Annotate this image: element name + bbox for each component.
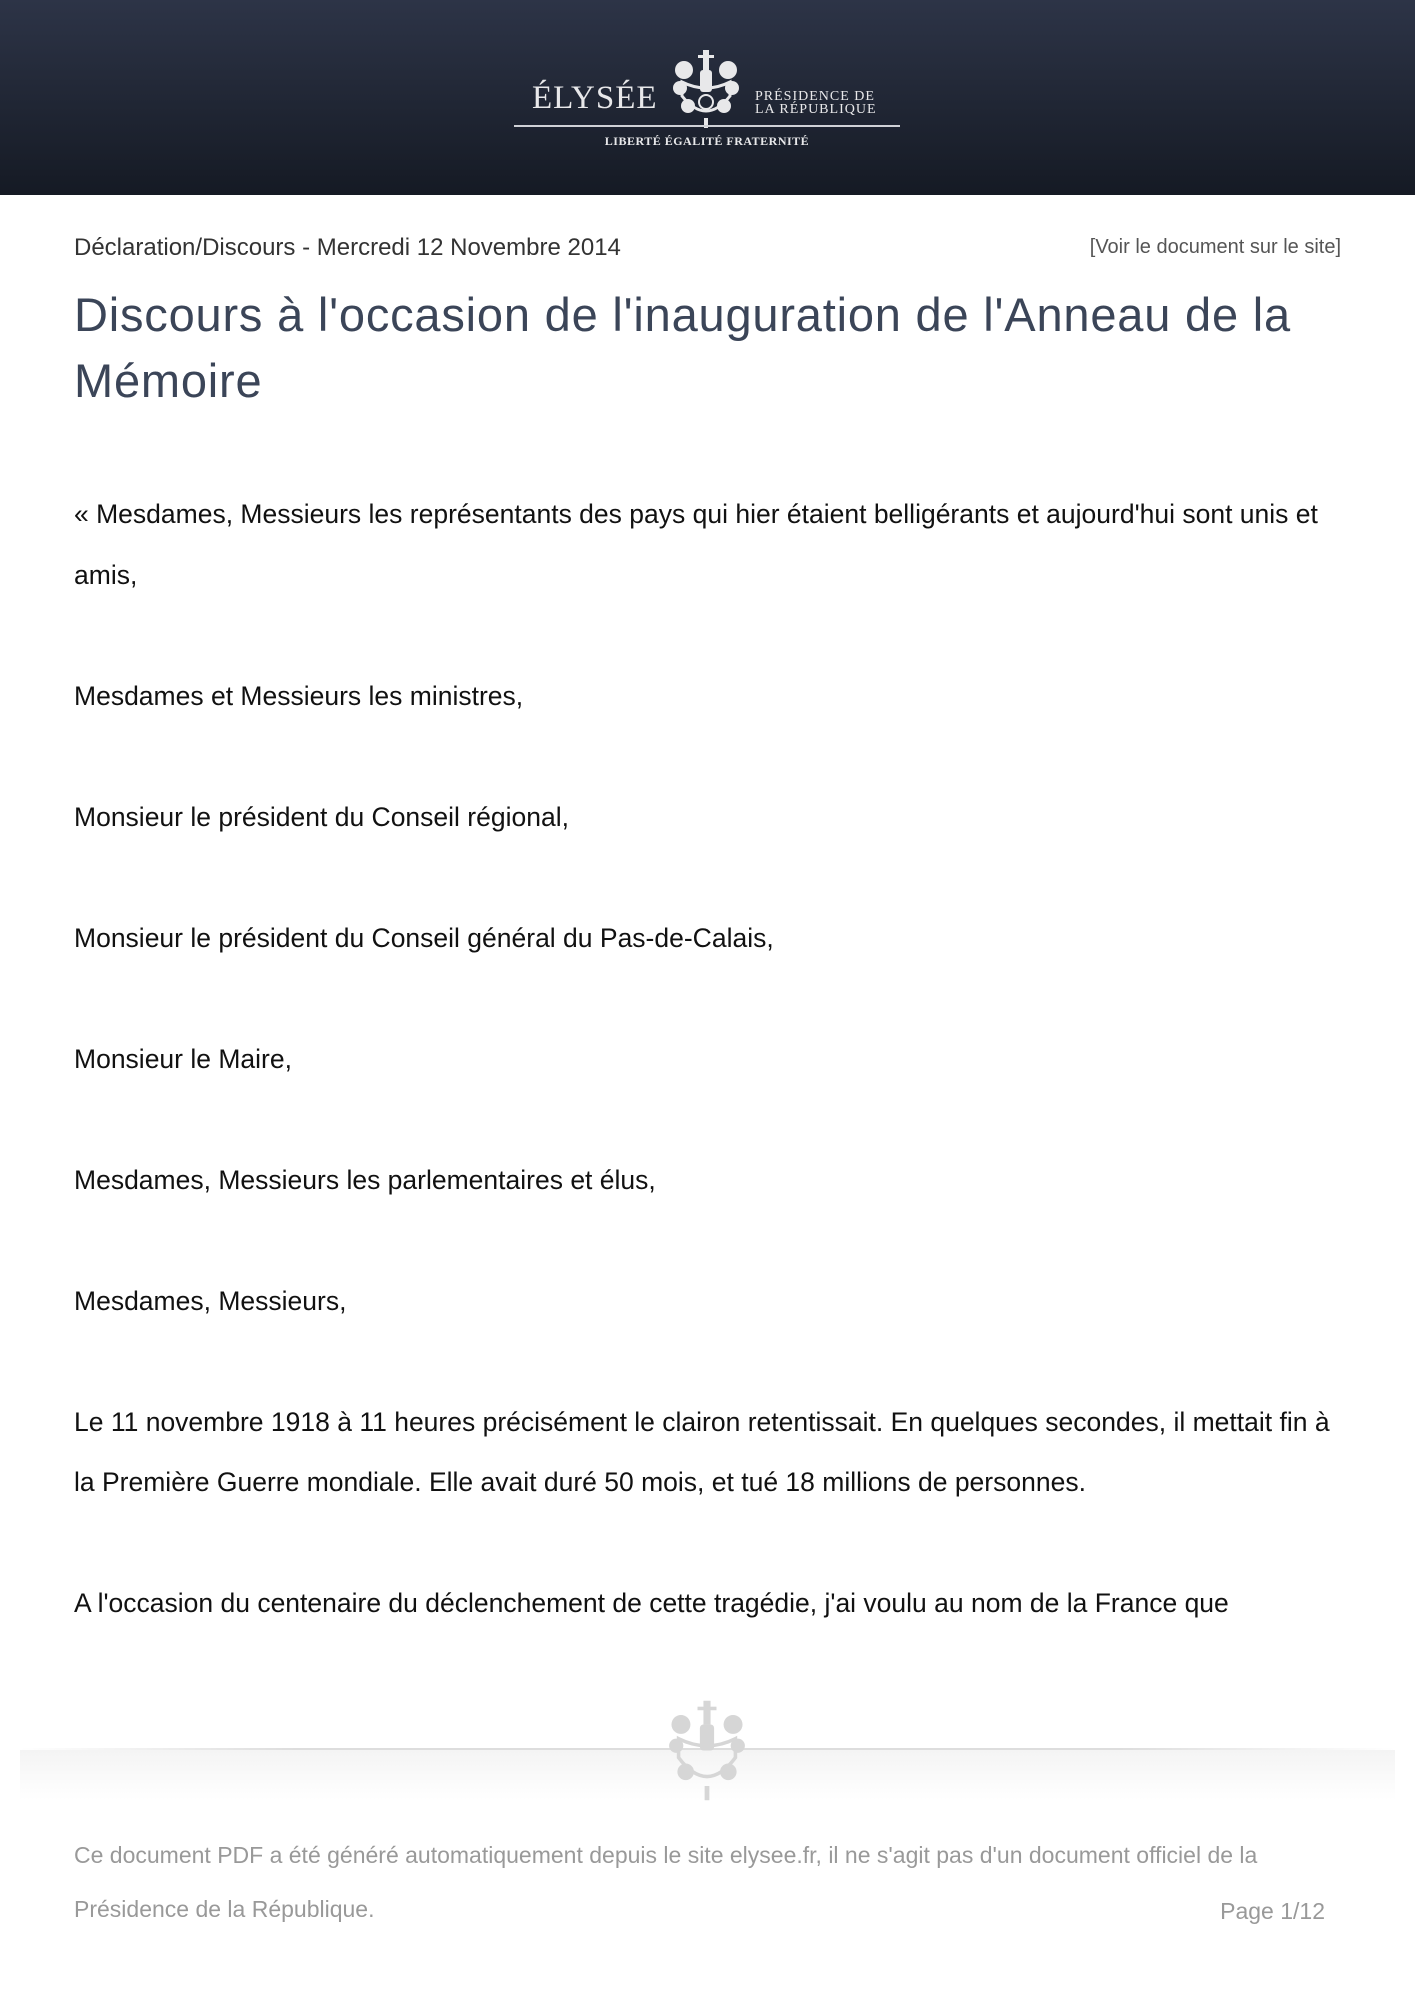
paragraph: Monsieur le Maire,	[74, 1043, 292, 1074]
paragraph: A l'occasion du centenaire du déclenchement de cette tragédie, j'ai voulu au nom de la France que	[74, 1588, 1229, 1618]
view-on-site-link[interactable]: [Voir le document sur le site]	[1089, 236, 1341, 258]
republic-emblem-watermark-icon	[662, 1698, 752, 1803]
site-header	[0, 0, 1415, 195]
paragraph: Monsieur le président du Conseil général du Pas-de-Calais,	[74, 922, 774, 953]
paragraph: Mesdames, Messieurs,	[74, 1285, 347, 1316]
logo-motto: LIBERTÉ ÉGALITÉ FRATERNITÉ	[604, 134, 810, 148]
footer-disclaimer: Ce document PDF a été généré automatiquement depuis le site elysee.fr, il ne s'agit pas d'un document officiel de la Présidence de la République.	[74, 1842, 1258, 1922]
paragraph: Mesdames, Messieurs les parlementaires et élus,	[74, 1164, 656, 1195]
document-body	[74, 484, 1354, 1694]
document-meta: Déclaration/Discours - Mercredi 12 Novembre 2014	[74, 234, 621, 261]
paragraph: « Mesdames, Messieurs les représentants des pays qui hier étaient belligérants et aujourd'hui sont unis et amis,	[74, 499, 1318, 590]
logo-divider	[514, 125, 900, 127]
paragraph: Le 11 novembre 1918 à 11 heures précisément le clairon retentissait. En quelques secondes, il mettait fin à la Première Guerre mondiale. Elle avait duré 50 mois, et tué 18 millions de personnes.	[74, 1406, 1330, 1497]
paragraph: Mesdames et Messieurs les ministres,	[74, 680, 524, 711]
page-title: Discours à l'occasion de l'inauguration de l'Anneau de la Mémoire	[74, 288, 1291, 407]
paragraph: Monsieur le président du Conseil régional,	[74, 801, 569, 832]
page-number: Page 1/12	[1220, 1898, 1325, 1924]
elysee-logo	[514, 48, 900, 158]
republic-emblem-icon	[668, 48, 744, 128]
logo-name: ÉLYSÉE	[532, 80, 658, 116]
logo-subtitle: PRÉSIDENCE DE LA RÉPUBLIQUE	[755, 89, 877, 117]
